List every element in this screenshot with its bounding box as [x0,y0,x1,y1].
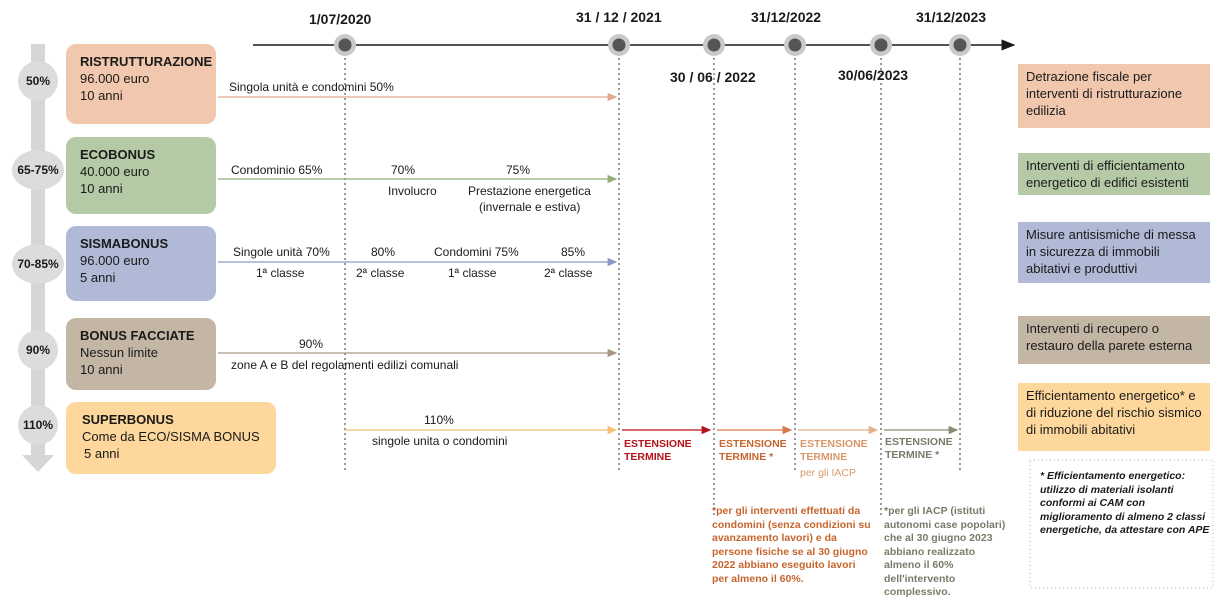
label-sisma-classe1b: 1ª classe [448,266,497,280]
pct-facciate: 90% [18,330,58,370]
extension-line: ESTENSIONE [885,436,953,448]
label-sisma-85: 85% [561,245,586,259]
pct-ristrutturazione: 50% [18,61,58,101]
label-super-110: 110% [424,413,454,427]
extension-2 [719,438,787,464]
extension-line: ESTENSIONE [719,438,787,450]
label-sisma-80: 80% [371,245,396,259]
box-title: SUPERBONUS [82,412,174,427]
date-2023-12-31: 31/12/2023 [916,9,987,25]
extension-line: TERMINE [800,451,848,463]
box-amount: 40.000 euro [80,164,150,179]
extension-line: per gli IACP [800,467,857,479]
desc-superbonus: Efficientamento energetico* e di riduzione del rischio sismico di immobili abitativi [1018,383,1210,451]
label-facciate-90: 90% [299,337,324,351]
label-sisma-condomini: Condomini 75% [434,245,519,259]
box-ecobonus [66,137,216,214]
extension-line: ESTENSIONE [800,438,868,450]
box-duration: 10 anni [80,362,123,377]
label-sisma-classe2b: 2ª classe [544,266,593,280]
box-title: SISMABONUS [80,236,169,251]
date-2023-06-30: 30/06/2023 [838,67,909,83]
pct-ecobonus: 65-75% [12,150,64,190]
desc-ristrutturazione: Detrazione fiscale per interventi di ristrutturazione edilizia [1018,64,1210,128]
pct-superbonus: 110% [18,405,58,445]
label-eco-75: 75% [506,163,531,177]
desc-facciate: Interventi di recupero o restauro della parete esterna [1018,316,1210,364]
date-2021-12-31: 31 / 12 / 2021 [576,9,662,25]
label-ristrutturazione: Singola unità e condomini 50% [229,80,394,94]
label-eco-70: 70% [391,163,416,177]
box-title: BONUS FACCIATE [80,328,195,343]
extension-line: ESTENSIONE [624,438,692,450]
box-amount: Nessun limite [80,345,159,360]
label-facciate-zone: zone A e B del regolamenti edilizi comunali [231,358,459,372]
box-ristrutturazione [66,44,216,124]
note-2023: *per gli IACP (istituti autonomi case popolari) che al 30 giugno 2023 abbiano realizzato almeno il 60% dell'intervento complessivo. [884,505,1006,598]
label-eco-invernale: (invernale e estiva) [479,200,581,214]
box-title: RISTRUTTURAZIONE [80,54,213,69]
box-amount: 96.000 euro [80,71,150,86]
date-2020-07-01: 1/07/2020 [309,11,372,27]
box-amount: Come da ECO/SISMA BONUS [82,429,260,444]
label-eco-condominio: Condominio 65% [231,163,323,177]
note-2022: *per gli interventi effettuati da condomini (senza condizioni su avanzamento lavori) e da persone fisiche se al 30 giugno 2022 abbiano eseguito lavori per almeno il 60%. [712,505,871,585]
date-2022-06-30: 30 / 06 / 2022 [670,69,756,85]
footnote-efficientamento: * Efficientamento energetico: utilizzo di materiali isolanti conformi ai CAM con miglioramento di almeno 2 classi energetiche, da attestare con APE [1040,470,1210,536]
box-title: ECOBONUS [80,147,156,162]
extension-line: TERMINE [624,451,672,463]
box-duration: 10 anni [80,181,123,196]
box-duration: 5 anni [84,446,120,461]
left-rail-arrow [22,455,54,472]
label-eco-prestazione: Prestazione energetica [468,184,591,198]
box-facciate [66,318,216,390]
box-superbonus [66,402,276,474]
extension-4 [885,436,953,462]
desc-ecobonus: Interventi di efficientamento energetico di edifici esistenti [1018,153,1210,195]
label-sisma-classe2a: 2ª classe [356,266,405,280]
label-eco-involucro: Involucro [388,184,437,198]
box-duration: 10 anni [80,88,123,103]
label-super-singole: singole unita o condomini [372,434,508,448]
box-amount: 96.000 euro [80,253,150,268]
extension-line: TERMINE * [885,449,940,461]
date-2022-12-31: 31/12/2022 [751,9,822,25]
label-sisma-classe1a: 1ª classe [256,266,305,280]
box-duration: 5 anni [80,270,116,285]
desc-sismabonus: Misure antisismiche di messa in sicurezza di immobili abitativi e produttivi [1018,222,1210,283]
label-sisma-singole: Singole unità 70% [233,245,330,259]
box-sismabonus [66,226,216,301]
extension-1 [624,438,692,464]
extension-line: TERMINE * [719,451,774,463]
extension-3 [800,438,868,480]
pct-sismabonus: 70-85% [12,244,64,284]
